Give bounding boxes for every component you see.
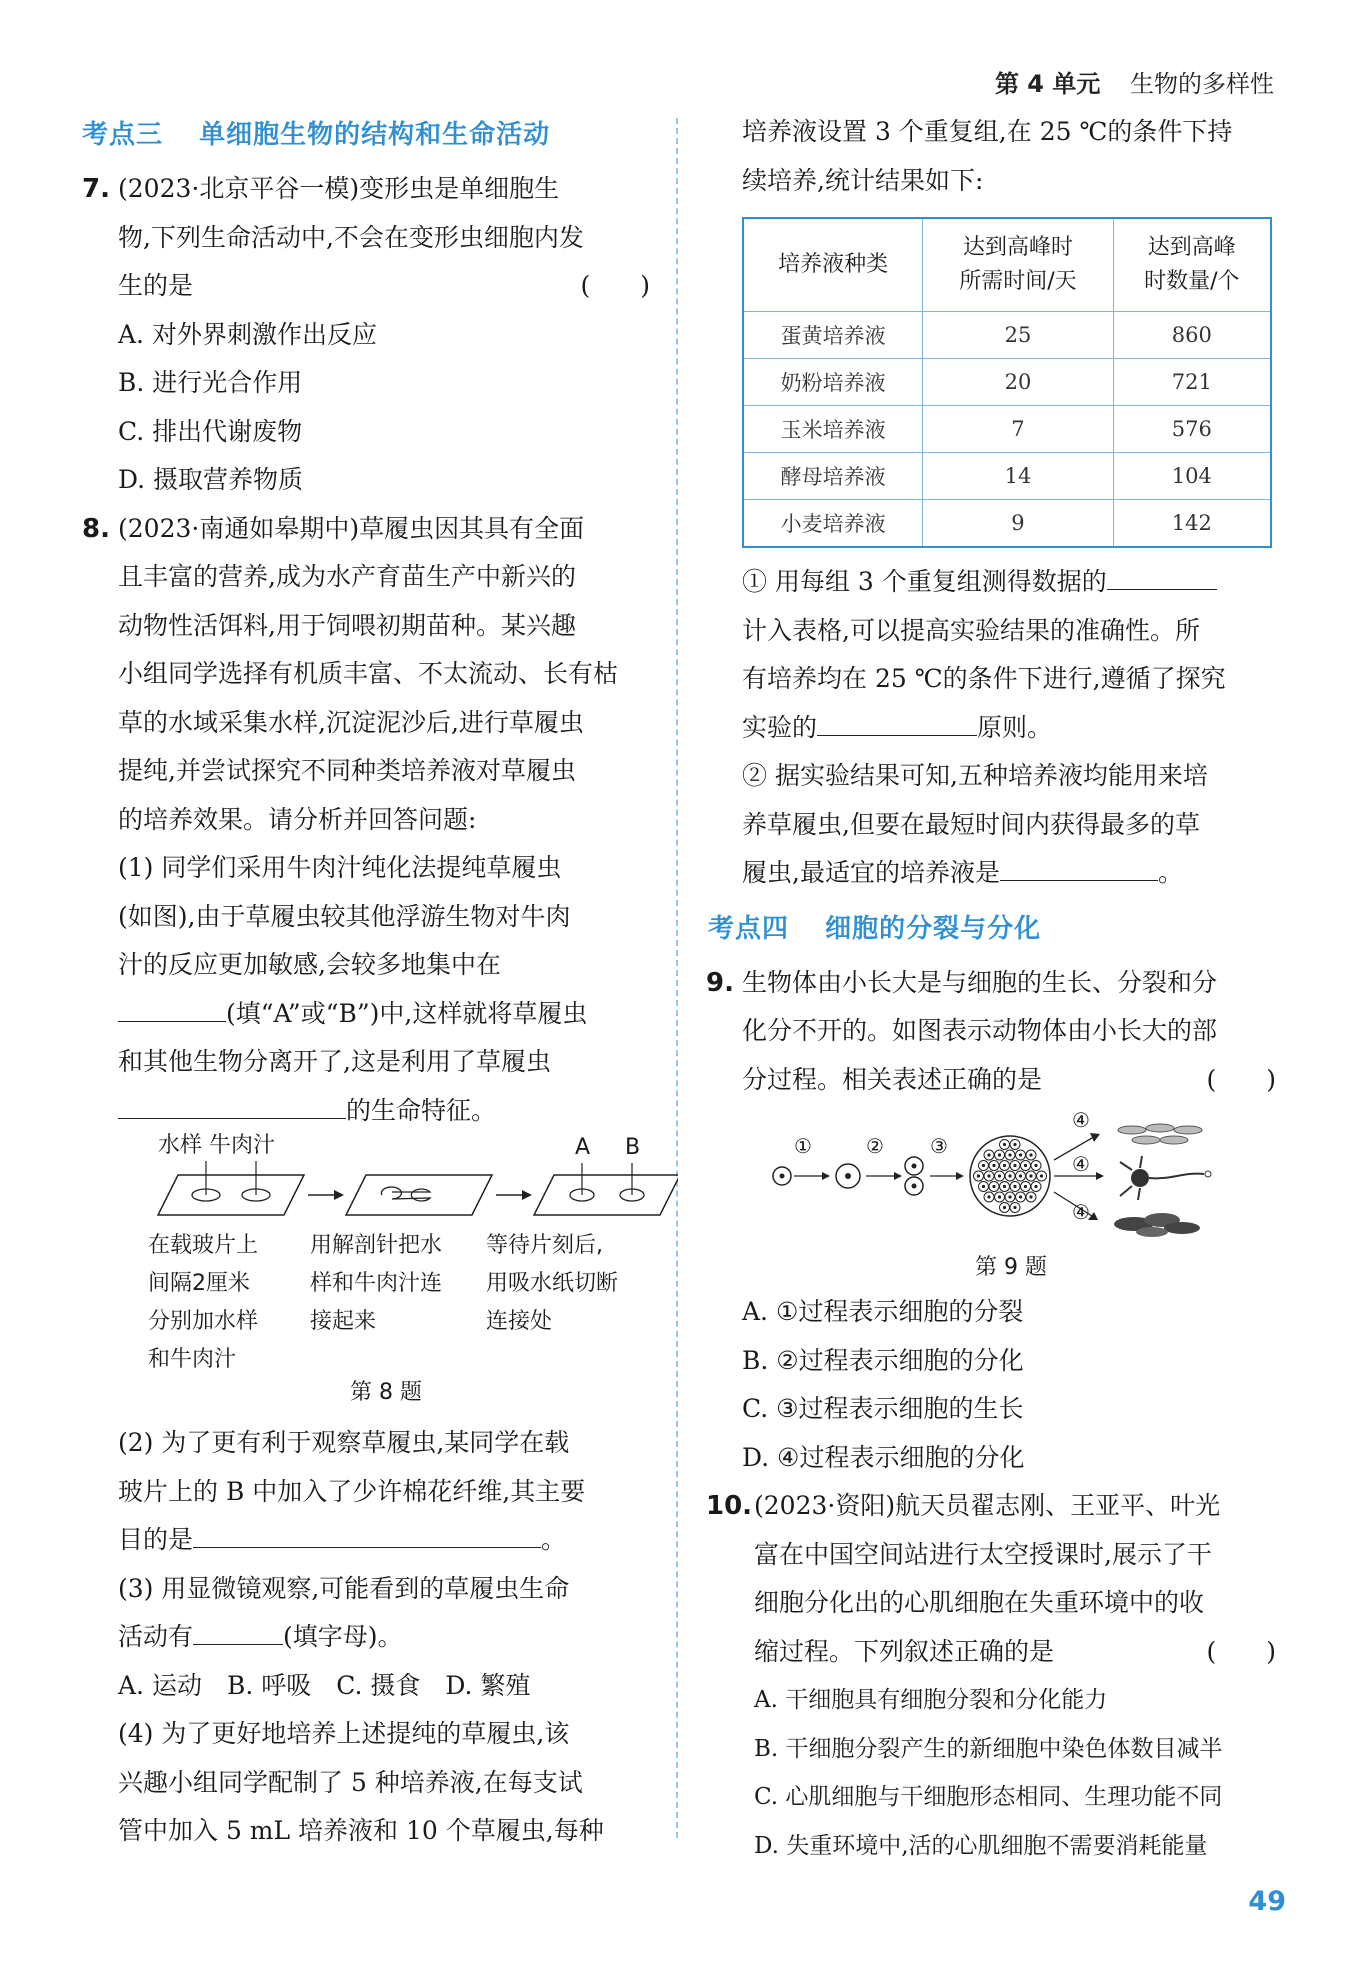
section-heading: 细胞的分裂与分化 xyxy=(825,913,1042,944)
caption-line: 样和牛肉汁连 xyxy=(310,1271,443,1296)
page-number: 49 xyxy=(1248,1886,1286,1917)
option-c[interactable]: C. 心肌细胞与干细胞形态相同、生理功能不同 xyxy=(754,1784,1223,1810)
question-10 xyxy=(706,1482,1280,1676)
question-text-line: 物,下列生命活动中,不会在变形虫细胞内发 xyxy=(118,222,584,252)
answer-text: ① 用每组 3 个重复组测得数据的 xyxy=(742,567,1107,596)
table-row xyxy=(743,453,1271,500)
section-heading: 单细胞生物的结构和生命活动 xyxy=(199,120,551,150)
subquestion-1-line: 和其他生物分离开了,这是利用了草履虫 xyxy=(118,1047,551,1076)
table-cell: 20 xyxy=(923,359,1113,406)
option-a[interactable]: A. 干细胞具有细胞分裂和分化能力 xyxy=(754,1687,1108,1713)
step-label-3: ③ xyxy=(930,1134,948,1158)
question-text-line: 化分不开的。如图表示动物体由小长大的部 xyxy=(742,1016,1218,1045)
muscle-tissue xyxy=(1114,1213,1200,1237)
subquestion-4-line: 兴趣小组同学配制了 5 种培养液,在每支试 xyxy=(118,1767,583,1797)
step-label-4: ④ xyxy=(1072,1200,1090,1224)
table-row xyxy=(743,406,1271,453)
subquestion-text: (填字母)。 xyxy=(283,1622,403,1651)
question-text-line: 的培养效果。请分析并回答问题: xyxy=(118,804,477,834)
subquestion-1-line: (如图),由于草履虫较其他浮游生物对牛肉 xyxy=(118,901,571,931)
question-text-line: 动物性活饵料,用于饲喂初期苗种。某兴趣 xyxy=(118,610,576,640)
question-text-line xyxy=(754,1628,1280,1677)
answer-blank[interactable] xyxy=(118,993,226,1022)
table-cell: 860 xyxy=(1113,312,1271,359)
right-column xyxy=(706,108,1280,1870)
subquestion-3-line xyxy=(118,1613,654,1662)
section-title-3 xyxy=(82,114,654,151)
question-text: 生的是 xyxy=(118,271,194,300)
answer-paren[interactable]: ( ) xyxy=(1206,1636,1276,1666)
answer-blank[interactable] xyxy=(193,1616,283,1645)
step-label-4: ④ xyxy=(1072,1108,1090,1132)
answer-text: 。 xyxy=(1157,858,1183,887)
subquestion-text: 。 xyxy=(541,1525,567,1554)
step-1-caption xyxy=(148,1227,258,1379)
table-cell: 142 xyxy=(1113,500,1271,548)
subquestion-2-line: (2) 为了更有利于观察草履虫,某同学在载 xyxy=(118,1428,570,1457)
subquestion-text: 活动有 xyxy=(118,1622,194,1651)
epithelial-tissue xyxy=(1118,1124,1202,1144)
neuron xyxy=(1120,1156,1211,1200)
table-row xyxy=(743,359,1271,406)
table-cell: 7 xyxy=(923,406,1113,453)
table-cell: 576 xyxy=(1113,406,1271,453)
step-3-caption xyxy=(486,1227,618,1341)
caption-line: 间隔2厘米 xyxy=(148,1271,250,1296)
question-text-line: 草的水域采集水样,沉淀泥沙后,进行草履虫 xyxy=(118,707,584,737)
answer-2-line: 养草履虫,但要在最短时间内获得最多的草 xyxy=(742,809,1200,839)
option-d[interactable]: D. 失重环境中,活的心肌细胞不需要消耗能量 xyxy=(754,1832,1208,1859)
culture-results-table xyxy=(742,217,1272,548)
question-7 xyxy=(82,165,654,311)
question-text-line: 提纯,并尝试探究不同种类培养液对草履虫 xyxy=(118,756,576,785)
caption-line: 用吸水纸切断 xyxy=(486,1271,619,1296)
section-key: 考点四 xyxy=(708,913,790,944)
cell-cluster xyxy=(970,1136,1050,1216)
question-text-line: (2023·北京平谷一模)变形虫是单细胞生 xyxy=(118,174,560,203)
question-text-line xyxy=(118,262,654,311)
option-c[interactable]: C. ③过程表示细胞的生长 xyxy=(742,1394,1024,1423)
option-a[interactable]: A. ①过程表示细胞的分裂 xyxy=(742,1297,1024,1326)
option-b[interactable]: B. 进行光合作用 xyxy=(118,368,303,397)
table-cell: 104 xyxy=(1113,453,1271,500)
answer-text: 原则。 xyxy=(977,712,1053,742)
table-cell: 奶粉培养液 xyxy=(743,359,923,406)
answer-2-line: ② 据实验结果可知,五种培养液均能用来培 xyxy=(742,761,1208,790)
answer-blank[interactable] xyxy=(118,1090,346,1119)
table-row xyxy=(743,312,1271,359)
question-text-line xyxy=(742,1056,1280,1105)
question-8 xyxy=(82,505,654,1856)
answer-blank[interactable] xyxy=(817,707,977,736)
question-9 xyxy=(706,959,1280,1105)
option-b[interactable]: B. ②过程表示细胞的分化 xyxy=(742,1345,1024,1375)
question-text: 分过程。相关表述正确的是 xyxy=(742,1064,1043,1094)
step-label-1: ① xyxy=(794,1134,812,1158)
subquestion-3-line: (3) 用显微镜观察,可能看到的草履虫生命 xyxy=(118,1573,570,1603)
option-d[interactable]: D. ④过程表示细胞的分化 xyxy=(742,1442,1025,1472)
option-c[interactable]: C. 排出代谢废物 xyxy=(118,416,303,446)
table-cell: 蛋黄培养液 xyxy=(743,312,923,359)
figure-8 xyxy=(138,1135,654,1403)
subquestion-text: (填“A”或“B”)中,这样就将草履虫 xyxy=(226,998,588,1028)
question-text-line: 细胞分化出的心肌细胞在失重环境中的收 xyxy=(754,1588,1205,1617)
subquestion-1-line: (1) 同学们采用牛肉汁纯化法提纯草履虫 xyxy=(118,853,562,882)
left-column xyxy=(82,108,654,1856)
question-text-line: (2023·南通如皋期中)草履虫因其具有全面 xyxy=(118,513,585,543)
table-cell: 721 xyxy=(1113,359,1271,406)
table-header: 达到高峰时 所需时间/天 xyxy=(923,218,1113,312)
subquestion-1-line: 汁的反应更加敏感,会较多地集中在 xyxy=(118,950,501,979)
question-number: 7. xyxy=(82,174,110,204)
subquestion-text: 的生命特征。 xyxy=(346,1095,497,1125)
subquestion-text: 目的是 xyxy=(118,1525,194,1554)
step-label-4: ④ xyxy=(1072,1152,1090,1176)
question-text-line: 生物体由小长大是与细胞的生长、分裂和分 xyxy=(742,967,1218,997)
continued-text-line: 续培养,统计结果如下: xyxy=(742,165,984,195)
unit-title: 生物的多样性 xyxy=(1130,70,1274,98)
subquestion-2-line xyxy=(118,1516,654,1565)
answer-text: 实验的 xyxy=(742,712,818,742)
option-d[interactable]: D. 摄取营养物质 xyxy=(118,465,304,494)
section-key: 考点三 xyxy=(82,120,164,150)
figure-9-caption: 第 9 题 xyxy=(975,1255,1047,1280)
caption-line: 用解剖针把水 xyxy=(310,1233,443,1258)
answer-blank[interactable] xyxy=(193,1519,541,1548)
caption-line: 连接处 xyxy=(486,1309,553,1334)
running-header xyxy=(995,64,1274,99)
subquestion-4-line: 管中加入 5 mL 培养液和 10 个草履虫,每种 xyxy=(118,1816,604,1845)
table-cell: 小麦培养液 xyxy=(743,500,923,548)
label-a: A xyxy=(575,1135,591,1160)
answer-blank[interactable] xyxy=(1000,852,1158,881)
answer-1-line xyxy=(742,558,1280,607)
subquestion-3-options[interactable]: A. 运动 B. 呼吸 C. 摄食 D. 繁殖 xyxy=(118,1670,531,1700)
unit-label: 第 4 单元 xyxy=(994,70,1101,98)
caption-line: 在载玻片上 xyxy=(148,1233,259,1258)
table-cell: 14 xyxy=(923,453,1113,500)
table-cell: 玉米培养液 xyxy=(743,406,923,453)
table-cell: 酵母培养液 xyxy=(743,453,923,500)
column-divider xyxy=(676,118,678,1838)
cell-growth-diagram xyxy=(742,1108,1262,1248)
section-title-4 xyxy=(708,908,1280,945)
question-text: 缩过程。下列叙述正确的是 xyxy=(754,1636,1055,1666)
table-header: 达到高峰 时数量/个 xyxy=(1113,218,1271,312)
step-2-caption xyxy=(310,1227,442,1341)
option-b[interactable]: B. 干细胞分裂产生的新细胞中染色体数目减半 xyxy=(754,1735,1223,1762)
label-b: B xyxy=(625,1135,641,1160)
label-sample-broth: 水样 牛肉汁 xyxy=(158,1133,275,1158)
figure-8-caption: 第 8 题 xyxy=(350,1380,422,1405)
answer-paren[interactable]: ( ) xyxy=(580,271,650,300)
question-text-line: (2023·资阳)航天员翟志刚、王亚平、叶光 xyxy=(754,1491,1221,1520)
question-text-line: 富在中国空间站进行太空授课时,展示了干 xyxy=(754,1539,1212,1569)
table-row xyxy=(743,500,1271,548)
figure-9 xyxy=(742,1108,1280,1248)
question-text-line: 小组同学选择有机质丰富、不太流动、长有枯 xyxy=(118,659,619,688)
question-number: 8. xyxy=(82,513,110,544)
caption-line: 分别加水样 xyxy=(148,1309,259,1334)
table-cell: 25 xyxy=(923,312,1113,359)
caption-line: 接起来 xyxy=(310,1309,377,1334)
answer-1-line: 计入表格,可以提高实验结果的准确性。所 xyxy=(742,615,1200,645)
question-number: 9. xyxy=(706,967,734,998)
step-label-2: ② xyxy=(866,1134,884,1158)
continued-text-line: 培养液设置 3 个重复组,在 25 ℃的条件下持 xyxy=(742,117,1233,146)
answer-1-line xyxy=(742,704,1280,753)
question-number: 10. xyxy=(706,1491,753,1521)
table-header: 培养液种类 xyxy=(743,218,923,312)
answer-paren[interactable]: ( ) xyxy=(1206,1064,1276,1094)
caption-line: 等待片刻后, xyxy=(486,1233,603,1258)
answer-text: 履虫,最适宜的培养液是 xyxy=(742,858,1000,887)
table-cell: 9 xyxy=(923,500,1113,548)
answer-blank[interactable] xyxy=(1107,561,1217,590)
subquestion-1-line xyxy=(118,990,654,1039)
caption-line: 和牛肉汁 xyxy=(148,1347,237,1372)
answer-2-line xyxy=(742,849,1280,898)
question-text-line: 且丰富的营养,成为水产育苗生产中新兴的 xyxy=(118,562,576,591)
subquestion-2-line: 玻片上的 B 中加入了少许棉花纤维,其主要 xyxy=(118,1476,586,1506)
table-header-row xyxy=(743,218,1271,312)
answer-1-line: 有培养均在 25 ℃的条件下进行,遵循了探究 xyxy=(742,664,1226,693)
option-a[interactable]: A. 对外界刺激作出反应 xyxy=(118,319,377,349)
subquestion-4-line: (4) 为了更好地培养上述提纯的草履虫,该 xyxy=(118,1719,570,1748)
